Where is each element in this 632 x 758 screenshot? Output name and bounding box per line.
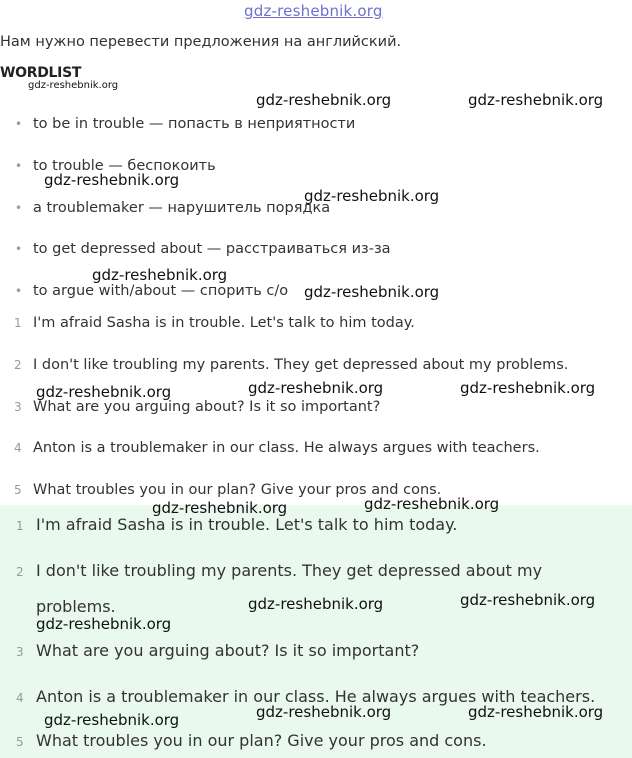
- answer-item: 2 I don't like troubling my parents. They get depressed about my: [16, 561, 543, 580]
- answer-item: 4 Anton is a troublemaker in our class. He always argues with teachers.: [16, 687, 596, 706]
- item-number: 5: [14, 483, 22, 497]
- item-number: 4: [14, 441, 22, 455]
- exercise-item: 5 What troubles you in our plan? Give your pros and cons.: [14, 482, 442, 498]
- item-number: 3: [16, 645, 24, 659]
- item-number: 2: [16, 565, 24, 579]
- wordlist-item: • to argue with/about — спорить с/о: [15, 283, 289, 299]
- watermark: gdz-reshebnik.org: [28, 80, 119, 91]
- watermark: gdz-reshebnik.org: [248, 379, 384, 397]
- item-number: 4: [16, 691, 24, 705]
- wordlist-item: • to be in trouble — попасть в неприятности: [15, 116, 356, 132]
- watermark: gdz-reshebnik.org: [92, 266, 228, 284]
- watermark: gdz-reshebnik.org: [468, 703, 604, 721]
- watermark: gdz-reshebnik.org: [468, 91, 604, 109]
- wordlist-item: • a troublemaker — нарушитель порядка: [15, 200, 331, 216]
- item-number: 1: [14, 316, 22, 330]
- wordlist-item: • to trouble — беспокоить: [15, 158, 216, 174]
- wordlist-heading: WORDLIST: [0, 65, 82, 81]
- bullet-icon: •: [15, 201, 23, 215]
- wordlist-item: • to get depressed about — расстраиваться из-за: [15, 241, 391, 257]
- watermark: gdz-reshebnik.org: [152, 499, 288, 517]
- watermark: gdz-reshebnik.org: [256, 91, 392, 109]
- watermark: gdz-reshebnik.org: [460, 379, 596, 397]
- answer-item: 3 What are you arguing about? Is it so important?: [16, 641, 420, 660]
- item-number: 3: [14, 400, 22, 414]
- answer-item: 1 I'm afraid Sasha is in trouble. Let's talk to him today.: [16, 515, 458, 534]
- watermark: gdz-reshebnik.org: [460, 591, 596, 609]
- item-number: 5: [16, 735, 24, 749]
- watermark: gdz-reshebnik.org: [44, 711, 180, 729]
- watermark: gdz-reshebnik.org: [36, 615, 172, 633]
- watermark: gdz-reshebnik.org: [304, 187, 440, 205]
- watermark: gdz-reshebnik.org: [44, 171, 180, 189]
- watermark: gdz-reshebnik.org: [256, 703, 392, 721]
- exercise-item: 2 I don't like troubling my parents. They get depressed about my problems.: [14, 357, 569, 373]
- bullet-icon: •: [15, 284, 23, 298]
- exercise-item: 1 I'm afraid Sasha is in trouble. Let's talk to him today.: [14, 315, 415, 331]
- answer-continuation: problems.: [36, 597, 116, 616]
- watermark: gdz-reshebnik.org: [248, 595, 384, 613]
- exercise-item: 3 What are you arguing about? Is it so important?: [14, 399, 381, 415]
- bullet-icon: •: [15, 117, 23, 131]
- exercise-item: 4 Anton is a troublemaker in our class. He always argues with teachers.: [14, 440, 540, 456]
- watermark: gdz-reshebnik.org: [36, 383, 172, 401]
- item-number: 2: [14, 358, 22, 372]
- intro-text: Нам нужно перевести предложения на английский.: [0, 34, 402, 50]
- item-number: 1: [16, 519, 24, 533]
- site-logo-link[interactable]: gdz-reshebnik.org: [244, 2, 383, 20]
- bullet-icon: •: [15, 242, 23, 256]
- watermark: gdz-reshebnik.org: [364, 495, 500, 513]
- watermark: gdz-reshebnik.org: [304, 283, 440, 301]
- bullet-icon: •: [15, 159, 23, 173]
- answer-item: 5 What troubles you in our plan? Give your pros and cons.: [16, 731, 487, 750]
